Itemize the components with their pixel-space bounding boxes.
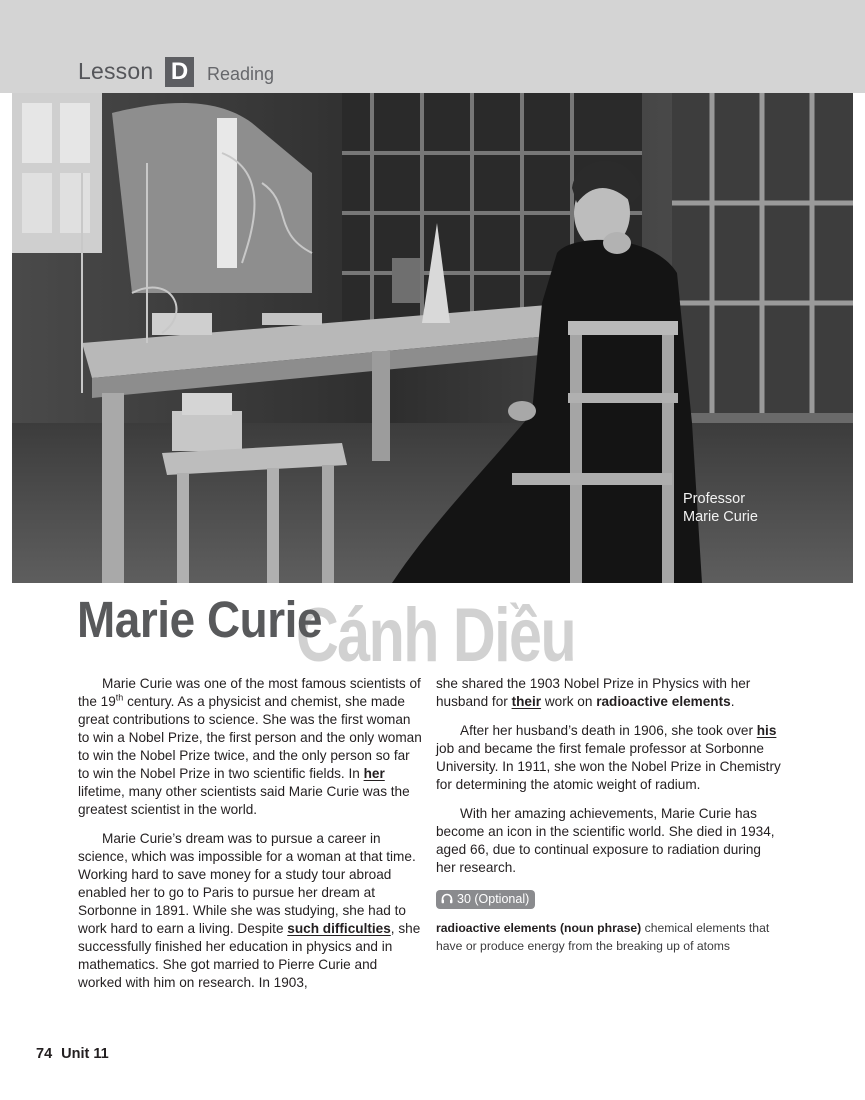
unit-label: Unit 11 — [61, 1046, 109, 1062]
article-column-left — [78, 675, 423, 1003]
p3-text-c: . — [730, 694, 735, 709]
page-number: 74 — [36, 1046, 53, 1062]
audio-track-button[interactable] — [436, 890, 535, 909]
p1-text-a: Marie Curie was one of the most famous scientists of the 19 — [78, 676, 421, 709]
reference-phrase-such-difficulties: such difficulties — [287, 921, 391, 936]
paragraph-4 — [436, 722, 781, 794]
lesson-label: Lesson — [78, 58, 154, 84]
paragraph-5: With her amazing achievements, Marie Curie has become an icon in the scientific world. She died in 1934, aged 66, due to continual exposure to radiation during her research. — [436, 806, 775, 875]
lesson-letter-badge: D — [165, 57, 194, 87]
lesson-section-title: Reading — [207, 64, 275, 84]
p4-text-a: After her husband’s death in 1906, she took over — [460, 723, 757, 738]
page-footer — [36, 1046, 109, 1062]
reference-word-her: her — [363, 766, 385, 781]
paragraph-3 — [436, 675, 781, 711]
p2-text-a: Marie Curie’s dream was to pursue a career in science, which was impossible for a woman at that time. Working hard to save money for a study tour abroad enabled her to go to Paris to pursue her dream at Sorbonne in 1891. While she was studying, she had to work hard to earn a living. Despite — [78, 831, 416, 936]
audio-track-label: 30 (Optional) — [457, 892, 530, 906]
p1-text-c: lifetime, many other scientists said Marie Curie was the greatest scientist in the world. — [78, 784, 410, 817]
reference-word-his: his — [756, 723, 777, 738]
glossary-entry — [436, 919, 781, 955]
p1-text-b: century. As a physicist and chemist, she made great contributions to science. She was the first woman to win a Nobel Prize, the first person and the only woman to win the Nobel Prize twice, and the only person so far to win the Nobel Prize in two scientific fields. In — [78, 694, 422, 781]
reference-word-their: their — [511, 694, 542, 709]
headphones-icon — [441, 891, 453, 909]
photo-caption-line1: Professor — [683, 491, 746, 507]
glossary-term: radioactive elements (noun phrase) — [436, 920, 642, 935]
p3-text-a: she shared the 1903 Nobel Prize in Physics with her husband for — [436, 676, 751, 709]
p3-text-b: work on — [541, 694, 597, 709]
photo-caption — [683, 490, 803, 526]
glossary-definition: chemical elements that have or produce energy from the breaking up of atoms — [436, 920, 770, 953]
marie-curie-photo — [12, 93, 853, 583]
paragraph-2 — [78, 830, 423, 992]
key-term-radioactive-elements: radioactive elements — [596, 694, 731, 709]
paragraph-1 — [78, 675, 423, 819]
p1-superscript: th — [115, 692, 124, 703]
article-column-right — [436, 675, 781, 955]
photo-caption-line2: Marie Curie — [683, 509, 758, 525]
p4-text-b: job and became the first female professor at Sorbonne University. In 1911, she won the Nobel Prize in Chemistry for determining the atomic weight of radium. — [436, 741, 781, 792]
article-title: Marie Curie — [77, 591, 323, 648]
p2-text-b: , she successfully finished her education in physics and in mathematics. She got married to Pierre Curie and worked with him on research. In 1903, — [78, 921, 421, 990]
watermark-text: Cánh Diều — [296, 593, 576, 678]
